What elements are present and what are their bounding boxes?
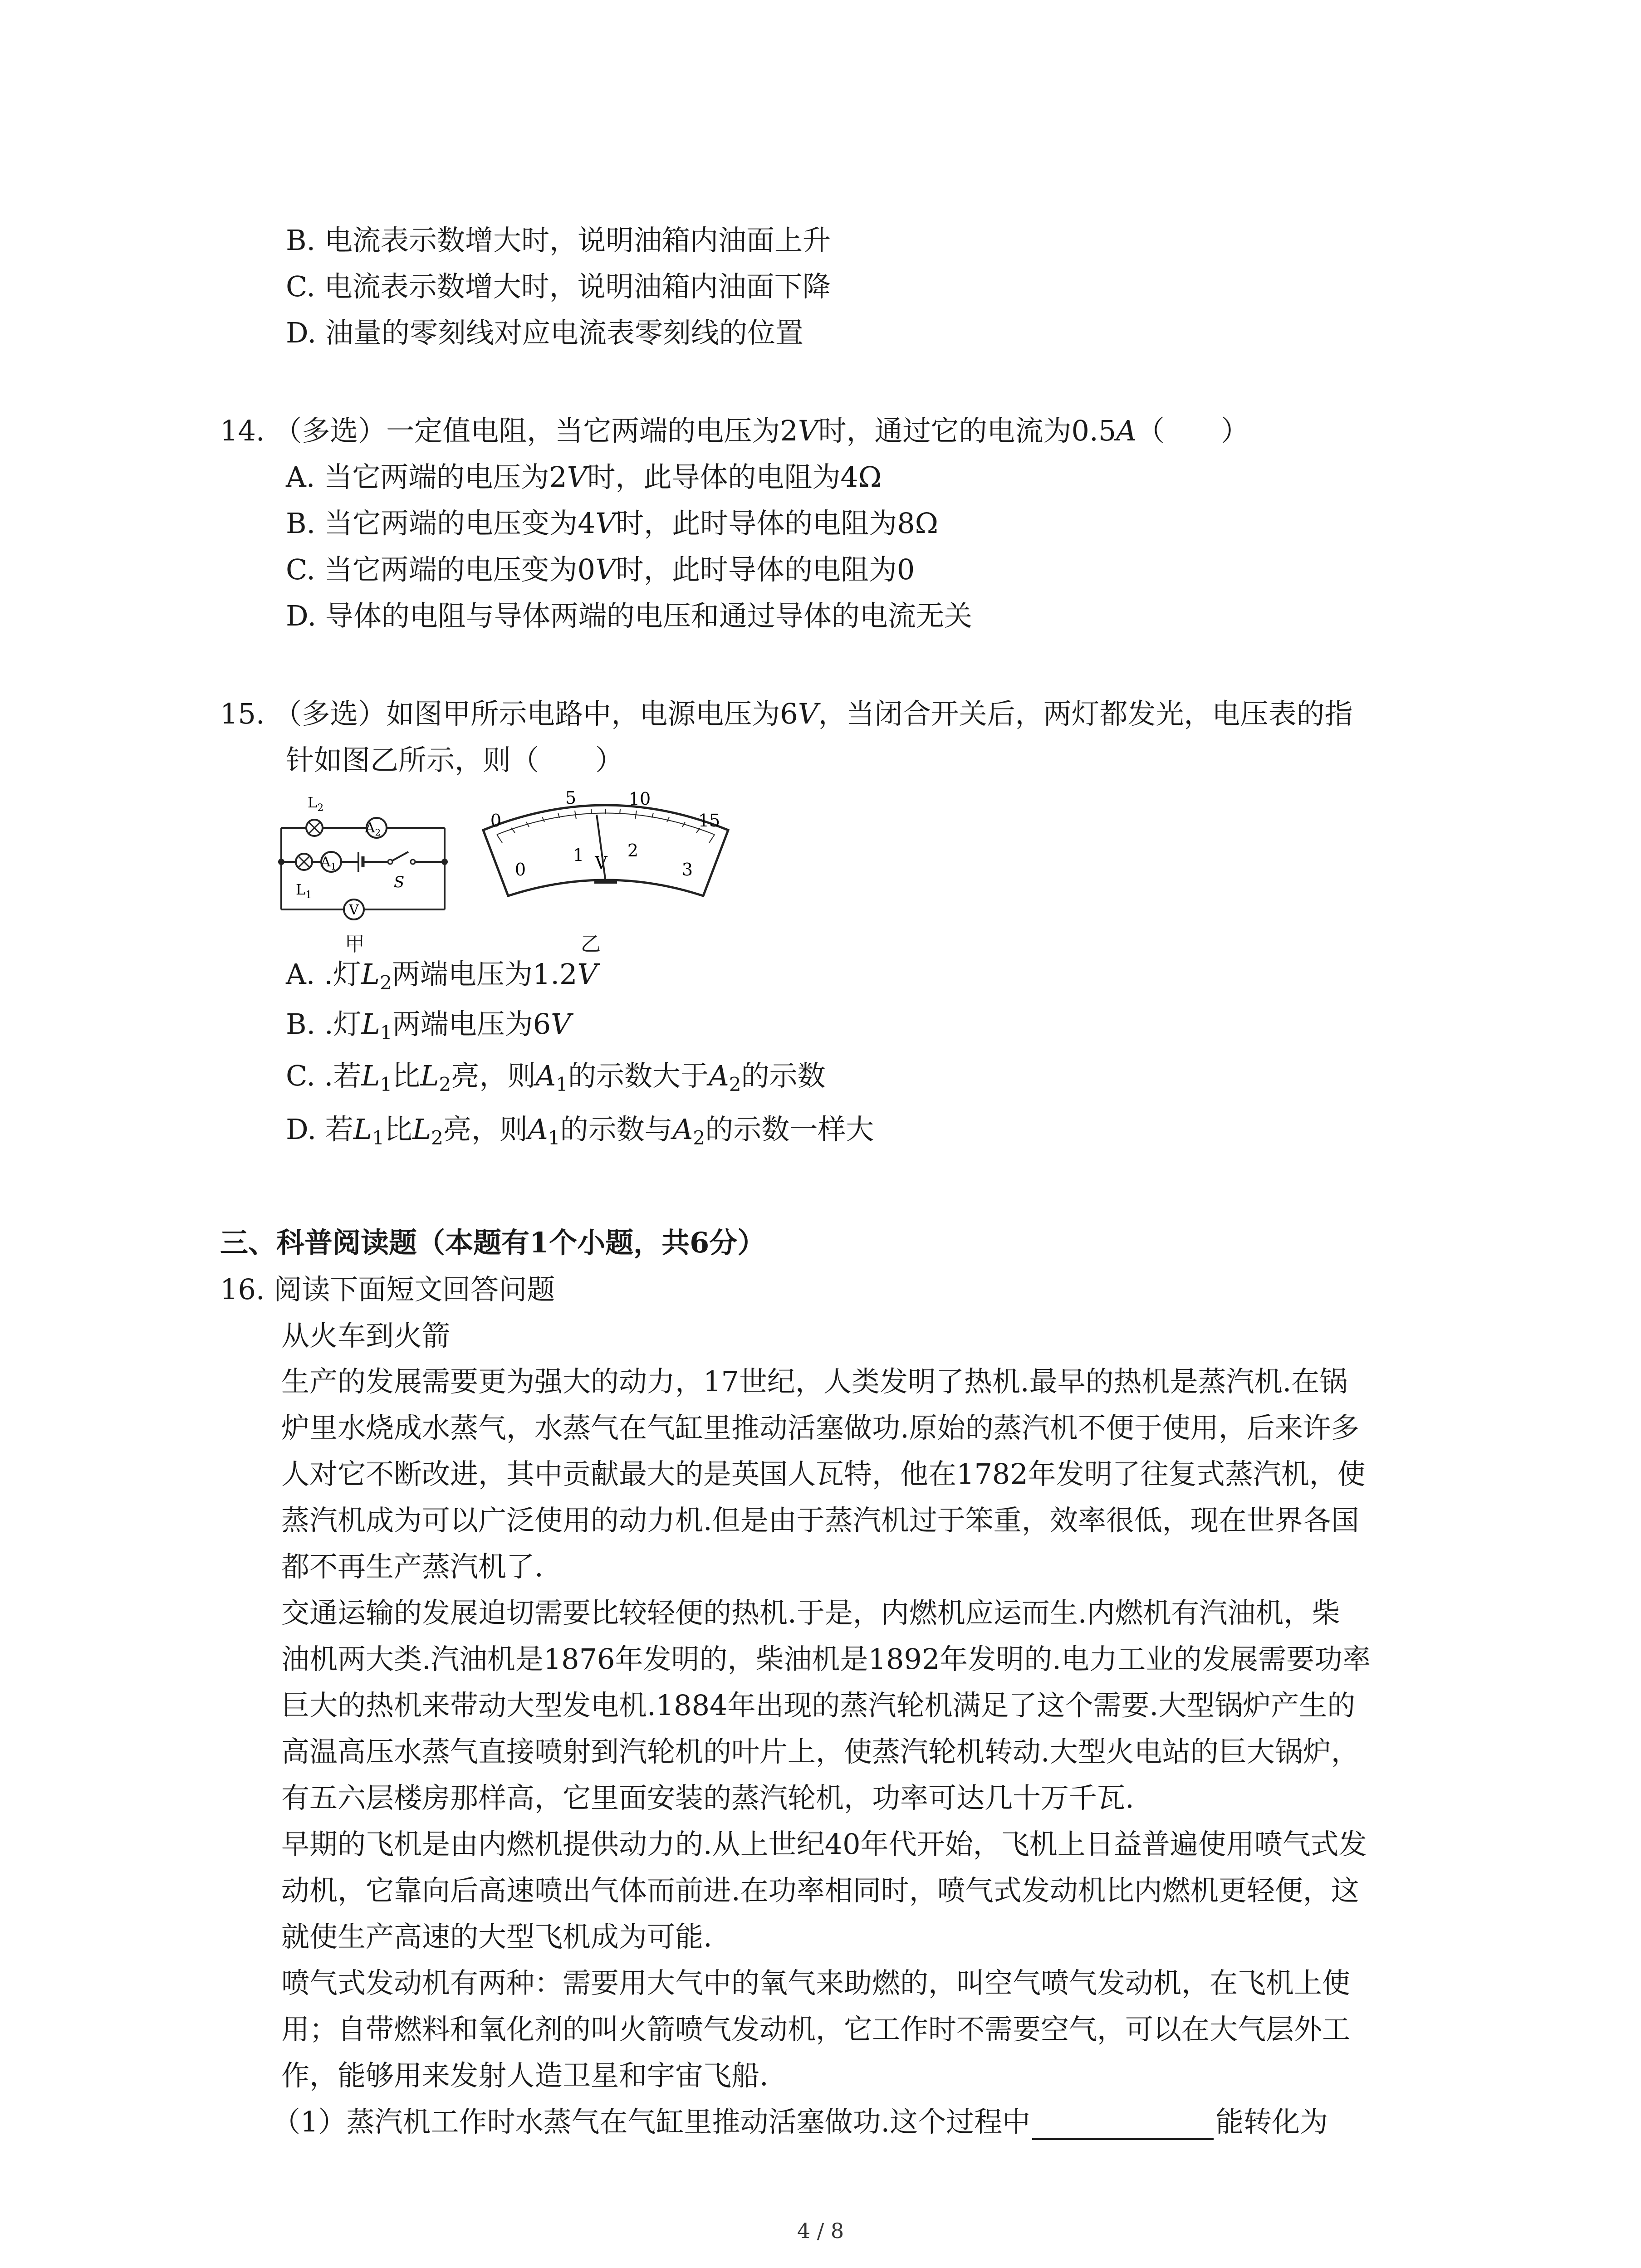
q15-option-d: D. 若$L_1$比$L_2$亮，则$A_1$的示数与$A_2$的示数一样大 <box>286 1113 874 1149</box>
figure-jia-caption: 甲 <box>345 933 365 956</box>
outer-scale-10: 10 <box>628 789 651 809</box>
lamp-l1-label: $L_1$ <box>296 881 312 901</box>
dial-unit-label: V <box>595 853 607 873</box>
pointer-pivot <box>594 879 617 884</box>
junction-left <box>278 859 284 865</box>
article-line: 喷气式发动机有两种：需要用大气中的氧气来助燃的，叫空气喷气发动机，在飞机上使 <box>281 1966 1351 1999</box>
figure-yi-caption: 乙 <box>581 933 601 956</box>
article-line: 动机，它靠向后高速喷出气体而前进.在功率相同时，喷气式发动机比内燃机更轻便，这 <box>281 1874 1359 1907</box>
inner-scale-3: 3 <box>681 860 693 880</box>
circuit-diagram-jia <box>272 789 454 939</box>
article-line: 炉里水烧成水蒸气，水蒸气在气缸里推动活塞做功.原始的蒸汽机不便于使用，后来许多 <box>281 1411 1359 1444</box>
voltmeter-label: V <box>349 902 359 918</box>
switch-label: S <box>394 873 405 891</box>
q13-option-d: D. 油量的零刻线对应电流表零刻线的位置 <box>286 316 803 349</box>
q14-option-b: B. 当它两端的电压变为4V时，此时导体的电阻为8Ω <box>286 507 939 540</box>
q15-stem-line1: 15. （多选）如图甲所示电路中，电源电压为6V，当闭合开关后，两灯都发光，电压表的指 <box>220 697 1353 730</box>
switch-contact-right <box>411 860 415 864</box>
article-line: 用；自带燃料和氧化剂的叫火箭喷气发动机，它工作时不需要空气，可以在大气层外工 <box>281 2013 1351 2046</box>
outer-scale-15: 15 <box>698 811 720 831</box>
outer-scale-0: 0 <box>490 811 502 831</box>
article-line: 蒸汽机成为可以广泛使用的动力机.但是由于蒸汽机过于笨重，效率很低，现在世界各国 <box>281 1504 1359 1537</box>
outer-scale-5: 5 <box>565 789 577 808</box>
ammeter-a2-label: $A_2$ <box>365 820 381 838</box>
q15-option-a: A. .灯$L_2$两端电压为1.2V <box>286 958 598 994</box>
q14-option-d: D. 导体的电阻与导体两端的电压和通过导体的电流无关 <box>286 599 972 632</box>
article-title: 从火车到火箭 <box>281 1319 451 1352</box>
article-line: 都不再生产蒸汽机了. <box>281 1550 544 1583</box>
q15-stem-line2: 针如图乙所示，则（ ） <box>286 743 624 777</box>
q14-option-a: A. 当它两端的电压为2V时，此导体的电阻为4Ω <box>286 460 882 494</box>
article-line: 人对它不断改进，其中贡献最大的是英国人瓦特，他在1782年发明了往复式蒸汽机，使 <box>281 1457 1366 1491</box>
q13-option-c: C. 电流表示数增大时，说明油箱内油面下降 <box>286 270 831 303</box>
q15-option-b: B. .灯$L_1$两端电压为6V <box>286 1007 571 1044</box>
ammeter-a1-label: $A_1$ <box>320 854 337 872</box>
q13-option-b: B. 电流表示数增大时，说明油箱内油面上升 <box>286 224 831 257</box>
junction-right <box>441 859 448 865</box>
q16-stem: 16. 阅读下面短文回答问题 <box>220 1273 555 1306</box>
switch-contact-left <box>388 860 392 864</box>
q15-option-c: C. .若$L_1$比$L_2$亮，则$A_1$的示数大于$A_2$的示数 <box>286 1059 826 1095</box>
article-line: 就使生产高速的大型飞机成为可能. <box>281 1920 712 1953</box>
section-3-heading: 三、科普阅读题（本题有1个小题，共6分） <box>220 1226 766 1259</box>
inner-scale-2: 2 <box>627 841 639 860</box>
page-number: 4 / 8 <box>797 2219 844 2243</box>
inner-scale-0: 0 <box>514 860 526 880</box>
inner-scale-1: 1 <box>573 845 584 865</box>
article-line: 有五六层楼房那样高，它里面安装的蒸汽轮机，功率可达几十万千瓦. <box>281 1781 1134 1814</box>
article-line: 油机两大类.汽油机是1876年发明的，柴油机是1892年发明的.电力工业的发展需要功率 <box>281 1642 1371 1676</box>
article-line: 巨大的热机来带动大型发电机.1884年出现的蒸汽轮机满足了这个需要.大型锅炉产生的 <box>281 1689 1356 1722</box>
q14-option-c: C. 当它两端的电压变为0V时，此时导体的电阻为0 <box>286 553 915 586</box>
article-line: 作，能够用来发射人造卫星和宇宙飞船. <box>281 2059 769 2092</box>
lamp-l2-symbol <box>306 820 323 836</box>
article-line: 生产的发展需要更为强大的动力，17世纪，人类发明了热机.最早的热机是蒸汽机.在锅 <box>281 1365 1348 1398</box>
q16-sub-question-1: （1）蒸汽机工作时水蒸气在气缸里推动活塞做功.这个过程中 能转化为 <box>272 2104 1328 2140</box>
q14-stem: 14. （多选）一定值电阻，当它两端的电压为2V时，通过它的电流为0.5A（ ） <box>220 414 1249 447</box>
answer-blank[interactable] <box>1032 2109 1214 2140</box>
article-line: 早期的飞机是由内燃机提供动力的.从上世纪40年代开始，飞机上日益普遍使用喷气式发 <box>281 1828 1367 1861</box>
article-line: 高温高压水蒸气直接喷射到汽轮机的叶片上，使蒸汽轮机转动.大型火电站的巨大锅炉， <box>281 1735 1359 1768</box>
lamp-l1-symbol <box>296 854 312 870</box>
voltmeter-dial-yi <box>470 789 742 925</box>
lamp-l2-label: $L_2$ <box>308 794 324 814</box>
article-line: 交通运输的发展迫切需要比较轻便的热机.于是，内燃机应运而生.内燃机有汽油机，柴 <box>281 1596 1340 1629</box>
